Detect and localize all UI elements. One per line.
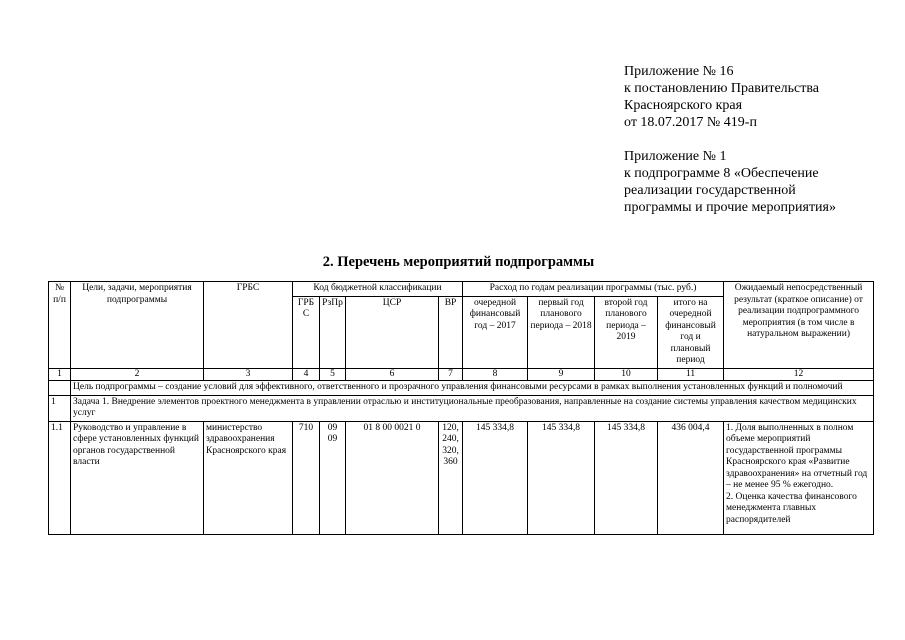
- column-number: 2: [71, 368, 204, 381]
- annex-subprogram-line-2: к подпрограмме 8 «Обеспечение: [624, 166, 819, 181]
- row-rzpr: 09 09: [320, 421, 346, 534]
- header-expected-result: Ожидаемый непосредственный результат (краткое описание) от реализации подпрограммного мероприятия (в том числе в натуральном выражении): [724, 282, 874, 369]
- annex-decree-line-3: Красноярского края: [624, 98, 743, 113]
- row-csr: 01 8 00 0021 0: [346, 421, 439, 534]
- row-vr: 120, 240, 320, 360: [439, 421, 463, 534]
- task-row: [49, 395, 874, 421]
- column-number: 6: [346, 368, 439, 381]
- annex-decree-line-2: к постановлению Правительства: [624, 81, 820, 96]
- goal-num-cell: [49, 381, 71, 396]
- column-number: 10: [595, 368, 658, 381]
- column-number: 11: [658, 368, 724, 381]
- annex-subprogram-line-3: реализации государственной: [624, 183, 796, 198]
- header-sub-2018: первый год планового периода – 2018: [528, 296, 595, 368]
- row-grbs-name: министерство здравоохранения Красноярского края: [204, 421, 293, 534]
- header-sub-csr: ЦСР: [346, 296, 439, 368]
- header-sub-rzpr: РзПр: [320, 296, 346, 368]
- annex-decree-block: [624, 63, 894, 131]
- table-row: [49, 421, 874, 534]
- column-number: 12: [724, 368, 874, 381]
- column-number: 3: [204, 368, 293, 381]
- header-sub-total: итого на очередной финансовый год и плановый период: [658, 296, 724, 368]
- document-title: 2. Перечень мероприятий подпрограммы: [322, 254, 595, 270]
- header-sub-vr: ВР: [439, 296, 463, 368]
- row-measure-name: Руководство и управление в сфере установленных функций органов государственной власти: [71, 421, 204, 534]
- column-number: 7: [439, 368, 463, 381]
- header-sub-2017: очередной финансовый год – 2017: [463, 296, 528, 368]
- column-number: 9: [528, 368, 595, 381]
- goal-row: [49, 381, 874, 396]
- row-amount-2017: 145 334,8: [463, 421, 528, 534]
- goal-text: Цель подпрограммы – создание условий для эффективного, ответственного и прозрачного управления финансовыми ресурсами в рамках выполнения установленных функций и полномочий: [71, 381, 874, 396]
- row-amount-2018: 145 334,8: [528, 421, 595, 534]
- result-item-2: 2. Оценка качества финансового менеджмента главных распорядителей: [726, 491, 857, 525]
- column-number: 4: [293, 368, 320, 381]
- column-number: 5: [320, 368, 346, 381]
- header-sub-2019: второй год планового периода – 2019: [595, 296, 658, 368]
- result-item-1: 1. Доля выполненных в полном объеме мероприятий государственной программы Красноярского края «Развитие здравоохранения» на отчетный год – не менее 95 % ежегодно.: [726, 422, 868, 490]
- header-goals: Цели, задачи, мероприятия подпрограммы: [71, 282, 204, 369]
- header-num: № п/п: [49, 282, 71, 369]
- header-budget-code: Код бюджетной классификации: [293, 282, 463, 297]
- row-amount-total: 436 004,4: [658, 421, 724, 534]
- column-number-row: [49, 368, 874, 381]
- row-grbs-code: 710: [293, 421, 320, 534]
- row-amount-2019: 145 334,8: [595, 421, 658, 534]
- annex-subprogram-line-4: программы и прочие мероприятия»: [624, 200, 836, 215]
- column-number: 8: [463, 368, 528, 381]
- header-sub-grbs: ГРБС: [293, 296, 320, 368]
- measures-table: [48, 281, 874, 535]
- header-row-1: [49, 282, 874, 297]
- header-expense: Расход по годам реализации программы (тыс. руб.): [463, 282, 724, 297]
- annex-subprogram-line-1: Приложение № 1: [624, 149, 727, 164]
- annex-decree-line-4: от 18.07.2017 № 419-п: [624, 115, 757, 130]
- row-expected-result: [724, 421, 874, 534]
- row-num: 1.1: [49, 421, 71, 534]
- task-text: Задача 1. Внедрение элементов проектного менеджмента в управлении отраслью и институциональные преобразования, направленные на создание системы управления качеством медицинских услуг: [71, 395, 874, 421]
- annex-subprogram-block: [624, 148, 894, 216]
- annex-decree-line-1: Приложение № 16: [624, 64, 734, 79]
- header-grbs: ГРБС: [204, 282, 293, 369]
- column-number: 1: [49, 368, 71, 381]
- task-num: 1: [49, 395, 71, 421]
